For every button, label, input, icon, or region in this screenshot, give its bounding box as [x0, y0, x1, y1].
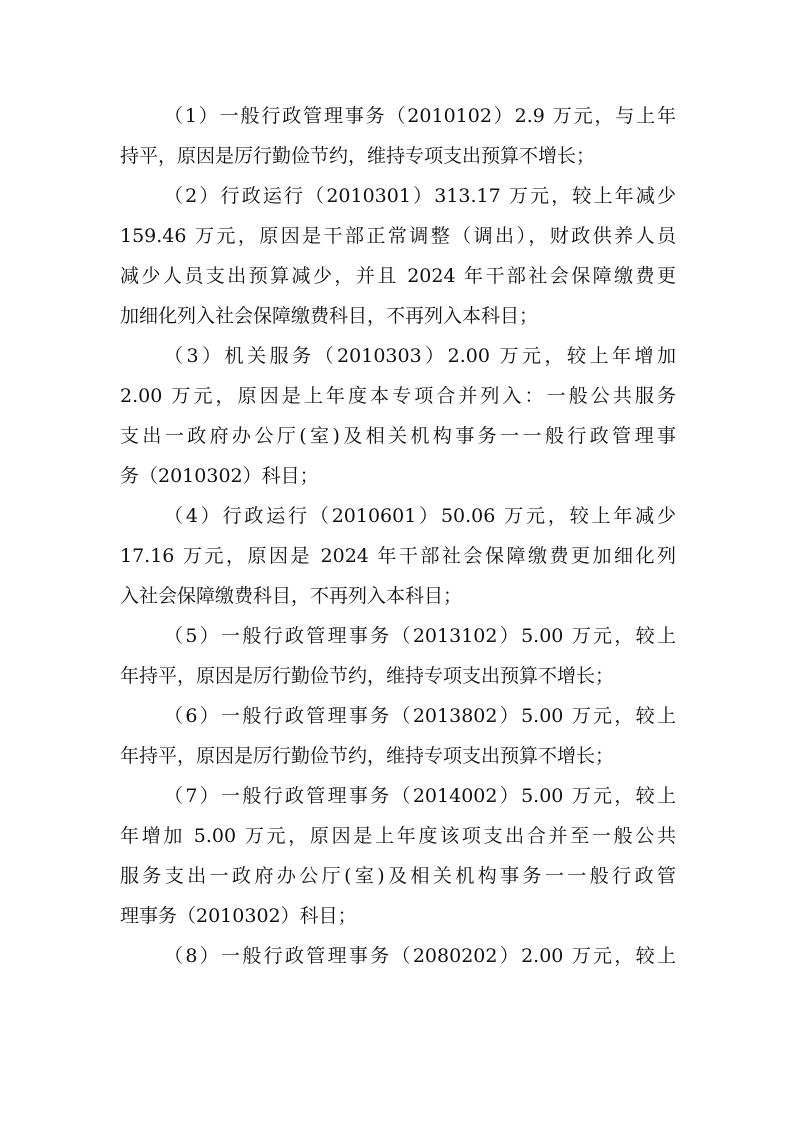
paragraph-7	[120, 776, 676, 936]
paragraph-3	[120, 336, 676, 496]
text-line: （6）一般行政管理事务（2013802）5.00 万元，较上	[164, 705, 676, 727]
text-line: 支出一政府办公厅(室)及相关机构事务一一般行政管理事	[120, 425, 676, 447]
text-line: 17.16 万元，原因是 2024 年干部社会保障缴费更加细化列	[120, 545, 676, 567]
paragraph-4	[120, 496, 676, 616]
text-line: （1）一般行政管理事务（2010102）2.9 万元，与上年	[164, 105, 676, 127]
text-line: 理事务（2010302）科目；	[120, 905, 357, 927]
paragraph-6	[120, 696, 676, 776]
text-line: 159.46 万元，原因是干部正常调整（调出），财政供养人员	[120, 225, 676, 247]
text-line: 务（2010302）科目；	[120, 465, 319, 487]
text-line: 年增加 5.00 万元，原因是上年度该项支出合并至一般公共	[120, 825, 676, 847]
paragraph-5	[120, 616, 676, 696]
text-line: （4）行政运行（2010601）50.06 万元，较上年减少	[164, 505, 676, 527]
text-line: 2.00 万元，原因是上年度本专项合并列入：一般公共服务	[120, 385, 676, 407]
text-line: （7）一般行政管理事务（2014002）5.00 万元，较上	[164, 785, 676, 807]
text-line: 年持平，原因是厉行勤俭节约，维持专项支出预算不增长；	[120, 745, 615, 767]
text-line: 年持平，原因是厉行勤俭节约，维持专项支出预算不增长；	[120, 665, 615, 687]
text-line: 持平，原因是厉行勤俭节约，维持专项支出预算不增长；	[120, 145, 596, 167]
text-line: （5）一般行政管理事务（2013102）5.00 万元，较上	[164, 625, 676, 647]
text-line: （8）一般行政管理事务（2080202）2.00 万元，较上	[164, 945, 676, 967]
document-body	[120, 96, 676, 976]
paragraph-2	[120, 176, 676, 336]
paragraph-8	[120, 936, 676, 976]
paragraph-1	[120, 96, 676, 176]
text-line: 服务支出一政府办公厅(室)及相关机构事务一一般行政管	[120, 865, 676, 887]
text-line: 减少人员支出预算减少，并且 2024 年干部社会保障缴费更	[120, 265, 676, 287]
text-line: 加细化列入社会保障缴费科目，不再列入本科目；	[120, 305, 539, 327]
text-line: 入社会保障缴费科目，不再列入本科目；	[120, 585, 463, 607]
text-line: （3）机关服务（2010303）2.00 万元，较上年增加	[164, 345, 676, 367]
text-line: （2）行政运行（2010301）313.17 万元，较上年减少	[164, 185, 676, 207]
